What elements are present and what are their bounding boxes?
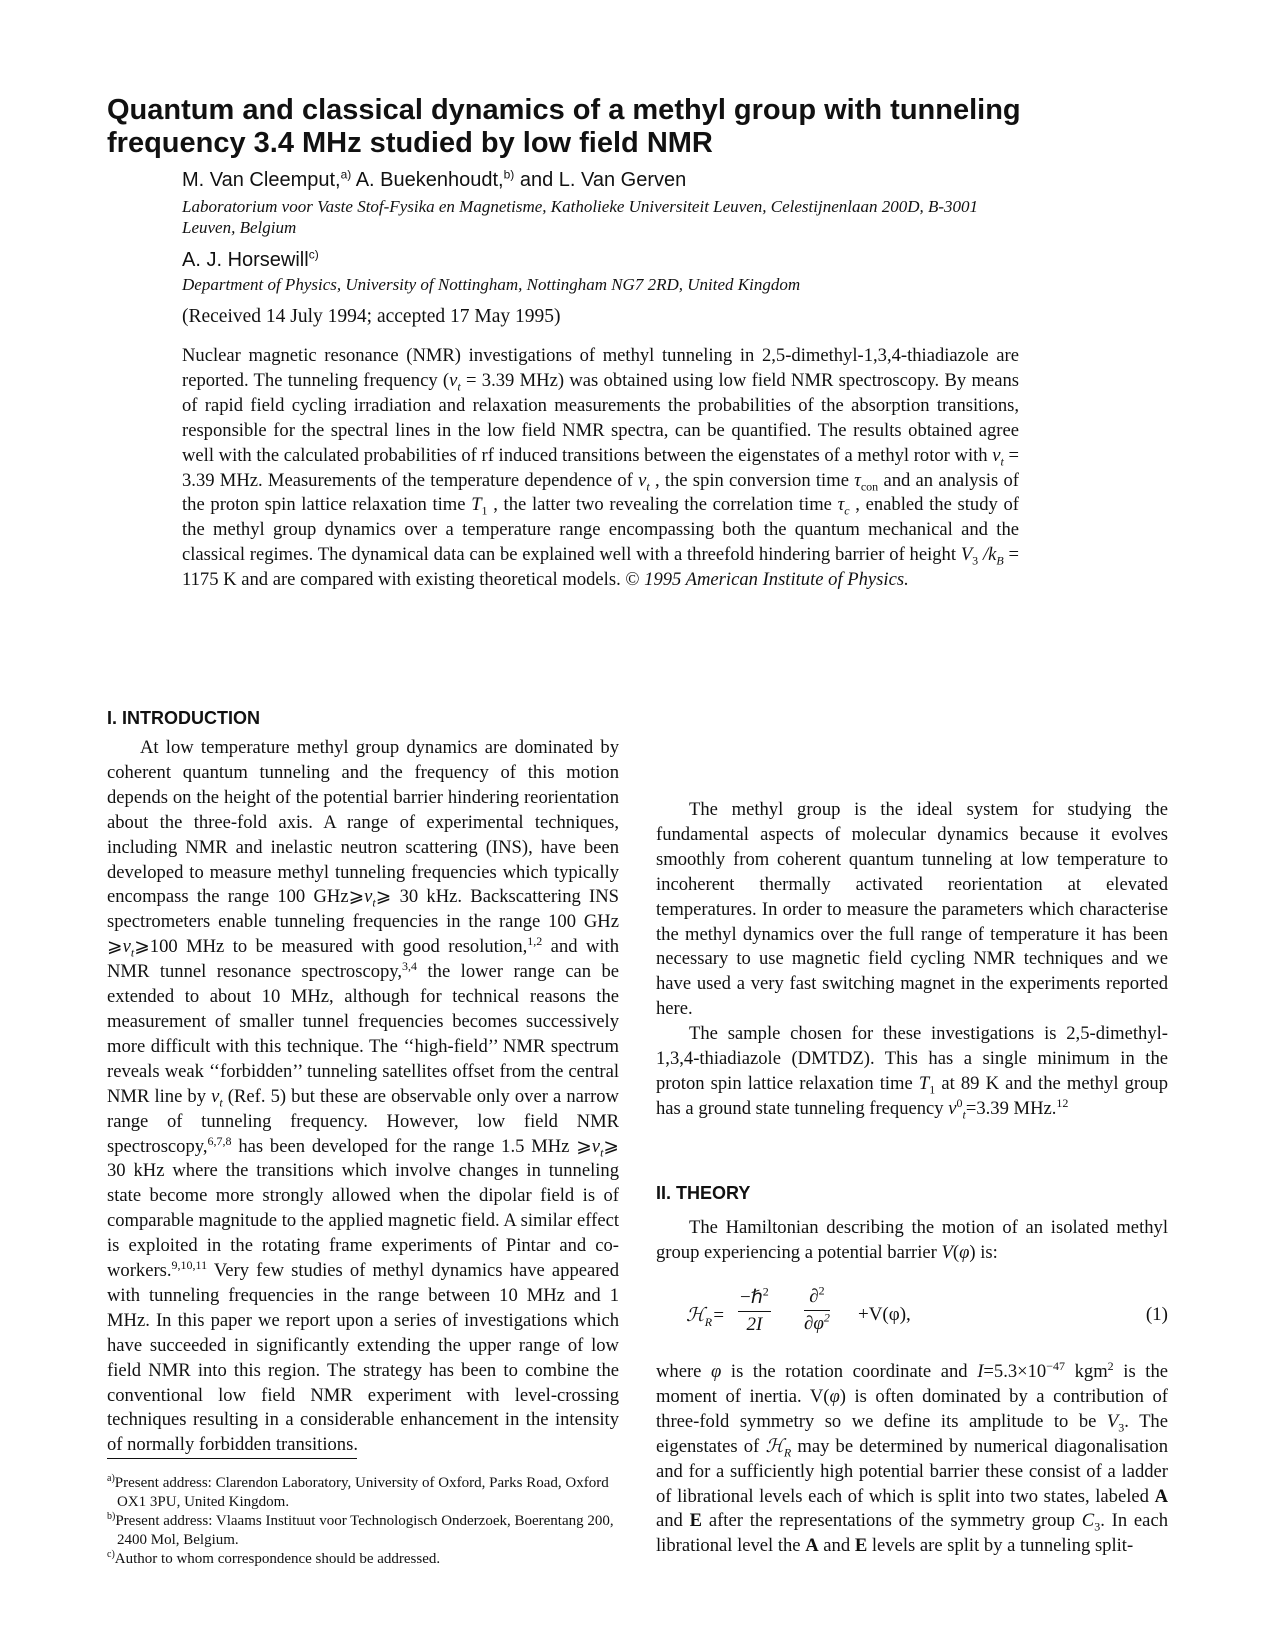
minus-hbar: −ℏ [740,1287,763,1308]
subscript-3: 3 [1118,1420,1125,1435]
paragraph-text: after the representations of the symmetry group [702,1510,1082,1532]
theory-intro-block [656,1216,1168,1266]
superscript-2: 2 [823,1310,830,1325]
section-heading-theory: II. THEORY [656,1183,751,1203]
affiliation-nottingham: Department of Physics, University of Nottingham, Nottingham NG7 2RD, United Kingdom [182,275,801,294]
subscript-con: con [860,479,879,494]
affiliation-leuven: Laboratorium voor Vaste Stof-Fysika en Magnetisme, Katholieke Universiteit Leuven, Celestijnenlaan 200D, B-3001 Leuven, Belgium [182,197,979,237]
nu-symbol: ν [638,469,647,491]
abstract-text: and an analysis of the proton spin lattice relaxation time [182,469,1019,516]
paragraph-text: . In each librational level the [656,1510,1168,1557]
paragraph-text: has been developed for the range 1.5 MHz ⩾ [231,1135,592,1157]
subscript-r: R [783,1445,792,1460]
abstract-text: Nuclear magnetic resonance (NMR) investigations of methyl tunneling in 2,5-dimethyl-1,3,4-thiadiazole are reported. The tunneling frequency ( [182,345,1019,391]
footnotes [107,1474,619,1569]
exponent: −47 [1046,1358,1065,1373]
paper-title: Quantum and classical dynamics of a methyl group with tunneling frequency 3.4 MHz studied by low field NMR [107,94,1021,159]
footnote-mark-c: c) [308,247,319,262]
paragraph-text: Very few studies of methyl dynamics have appeared with tunneling frequencies in the range between 10 MHz and 1 MHz. In this paper we report upon a series of investigations which have succeeded in significantly extending the upper range of low field NMR into this region. The strategy has been to combine the conventional low field NMR experiment with level-crossing techniques resulting in a considerable enhancement in the intensity of normally forbidden transitions. [107,1260,619,1456]
left-column [107,736,619,1458]
subscript-t: t [130,945,135,960]
footnote-c [107,1550,619,1569]
paragraph-text: and [818,1535,855,1557]
subscript-1: 1 [929,1082,936,1097]
theory-body-block [656,1360,1168,1559]
phi-symbol: φ [959,1241,970,1263]
paragraph-text: is the moment of inertia. V( [656,1361,1168,1407]
two-i: 2I [746,1314,763,1335]
footnote-text: Author to whom correspondence should be addressed. [114,1551,441,1567]
citation-ref: 9,10,11 [171,1257,208,1272]
superscript-2: 2 [818,1283,825,1298]
equals-sign: = [712,1305,725,1326]
paragraph-text: ) is: [969,1241,998,1263]
subscript-t: t [962,1107,966,1122]
intro-paragraph-3 [656,1022,1168,1122]
abstract-text: , the spin conversion time [649,469,855,491]
footnote-divider [107,1458,357,1459]
paragraph-text: where [656,1361,712,1382]
paragraph-text: =5.3×10 [983,1361,1047,1382]
footnote-mark-b: b) [503,167,515,182]
author-line-1 [182,168,686,192]
subscript-r: R [704,1314,713,1329]
phi-symbol: φ [829,1385,840,1407]
abstract-text: = 1175 K and are compared with existing theoretical models. © [182,544,1019,591]
nu-symbol: ν [992,444,1001,466]
citation-ref: 3,4 [402,958,418,973]
author-van-gerven: and L. Van Gerven [514,169,687,191]
footnote-mark: a) [107,1473,115,1484]
subscript-t: t [646,479,650,494]
nu-symbol: ν [449,369,458,391]
citation-ref: 6,7,8 [207,1133,232,1148]
nu-symbol: ν [948,1097,957,1119]
paragraph-text: The Hamiltonian describing the motion of an isolated methyl group experiencing a potential barrier [656,1217,1168,1263]
paragraph-text: ) is often dominated by a contribution of three-fold symmetry so we define its amplitude to be [656,1385,1168,1432]
k-symbol: /k [978,544,997,566]
hamiltonian-symbol: ℋ [686,1305,705,1326]
equation-number: (1) [1145,1304,1168,1325]
copyright-notice: 1995 American Institute of Physics. [644,569,909,591]
paragraph-text: ⩾ 30 kHz where the transitions which involve changes in tunneling state become more strongly allowed when the dipolar field is of comparable magnitude to the applied magnetic field. A similar effect is exploited in the rotating frame experiments of Pintar and co-workers. [107,1135,619,1282]
tau-symbol: τ [854,469,861,491]
hamiltonian-lhs [686,1304,725,1327]
paragraph-text: At low temperature methyl group dynamics are dominated by coherent quantum tunneling and the frequency of this motion depends on the height of the potential barrier hindering reorientation about the three-fold axis. A range of experimental techniques, including NMR and inelastic neutron scattering (INS), have been developed to measure methyl tunneling frequencies which typically encompass the range 100 GHz⩾ [107,737,619,908]
paragraph-text: kgm [1065,1361,1108,1382]
subscript-1: 1 [481,504,488,519]
label-e: E [689,1510,703,1532]
paragraph-text: ⩾ 30 kHz. Backscattering INS spectrometers enable tunneling frequencies in the range 100 GHz ⩾ [107,886,619,958]
partial-phi: ∂φ [804,1313,824,1334]
footnote-text: Present address: Clarendon Laboratory, University of Oxford, Parks Road, Oxford OX1 3PU, United Kingdom. [114,1475,609,1510]
paragraph-text: ( [952,1241,960,1263]
tau-symbol: τ [837,494,845,516]
superscript-0: 0 [956,1095,963,1110]
subscript-t: t [372,896,376,911]
abstract-text: = 3.39 MHz) was obtained using low field NMR spectroscopy. By means of rapid field cycling irradiation and relaxation measurements the probabilities of the absorption transitions, responsible for the spectral lines in the low field NMR spectra, can be quantified. The results obtained agree well with the calculated probabilities of rf induced transitions between the eigenstates of a methyl rotor with [182,369,1019,466]
label-a: A [805,1535,819,1557]
nu-symbol: ν [211,1085,220,1107]
nu-symbol: ν [122,936,131,958]
paragraph-text: the lower range can be extended to about 10 MHz, although for technical reasons the measurement of smaller tunnel frequencies becomes successively more difficult with this technique. The ‘‘high-field’’ NMR spectrum reveals weak ‘‘forbidden’’ tunneling satellites offset from the central NMR line by [107,961,619,1107]
theory-paragraph-1 [656,1216,1168,1266]
partial-symbol: ∂ [809,1286,819,1307]
footnote-mark: c) [107,1549,115,1560]
author-line-2 [182,248,319,272]
citation-ref: 1,2 [527,934,543,949]
superscript-2: 2 [762,1284,769,1299]
subscript-t: t [1000,454,1004,469]
paragraph-text: =3.39 MHz. [965,1097,1057,1119]
paragraph-text: . The eigenstates of [656,1410,1168,1457]
paragraph-text: and with NMR tunnel resonance spectroscopy, [107,936,619,983]
citation-ref: 12 [1056,1095,1069,1110]
theory-paragraph-2 [656,1360,1168,1559]
author-horsewill: A. J. Horsewill [182,249,309,271]
abstract-text: , enabled the study of the methyl group dynamics over a temperature range encompassing both the quantum mechanical and the classical regimes. The dynamical data can be explained well with a threefold hindering barrier of height [182,494,1019,566]
received-dates: (Received 14 July 1994; accepted 17 May 1995) [182,306,561,327]
right-column [656,798,1168,1122]
author-van-cleemput: M. Van Cleemput, [182,169,341,191]
v-symbol: V [941,1241,953,1263]
footnote-text: Present address: Vlaams Instituut voor Technologisch Onderzoek, Boerentang 200, 2400 Mol, Belgium. [115,1513,614,1548]
v-symbol: V [1106,1410,1119,1432]
t-symbol: T [471,494,482,516]
paragraph-text: is the rotation coordinate and [721,1361,978,1382]
i-symbol: I [977,1361,984,1382]
paragraph-text: (Ref. 5) but these are observable only over a narrow range of tunneling frequency. However, low field NMR spectroscopy, [107,1085,619,1157]
footnote-a [107,1474,619,1512]
subscript-t: t [457,379,461,394]
t-symbol: T [918,1072,930,1094]
abstract-text: = 3.39 MHz. Measurements of the temperature dependence of [182,444,1020,491]
subscript-3: 3 [1094,1520,1101,1535]
paragraph-text: ⩾100 MHz to be measured with good resolution, [134,936,528,958]
nu-symbol: ν [364,886,373,908]
abstract [182,344,1019,593]
paragraph-text: at 89 K and the methyl group has a ground state tunneling frequency [656,1072,1169,1119]
v-symbol: V [960,544,973,566]
intro-paragraph-2: The methyl group is the ideal system for studying the fundamental aspects of molecular dynamics because it evolves smoothly from coherent quantum tunneling at low temperature to incoherent thermally activated reorientation at elevated temperatures. In order to measure the parameters which characterise the methyl dynamics over the full range of temperature it has been necessary to use magnetic field cycling NMR techniques and we have used a very fast switching magnet in the experiments reported here. [656,799,1168,1020]
subscript-c: c [844,504,850,519]
label-e: E [854,1535,868,1557]
paragraph-text: levels are split by a tunneling split- [867,1535,1134,1557]
equation-1 [656,1283,1168,1346]
paragraph-text: The sample chosen for these investigations is 2,5-dimethyl-1,3,4-thiadiazole (DMTDZ). This has a single minimum in the proton spin lattice relaxation time [656,1023,1168,1094]
nu-symbol: ν [591,1135,601,1157]
potential-term: +V(φ), [858,1304,911,1325]
subscript-3: 3 [972,553,979,568]
superscript-2: 2 [1107,1358,1114,1373]
fraction-hbar [738,1286,771,1336]
label-a: A [1154,1485,1168,1507]
abstract-text: , the latter two revealing the correlation time [487,494,838,516]
paragraph-text: may be determined by numerical diagonalisation and for a sufficiently high potential barrier these consist of a ladder of librational levels each of which is split into two states, labeled [656,1435,1168,1507]
subscript-t: t [600,1145,604,1160]
subscript-b: B [996,553,1004,568]
footnote-mark: b) [107,1511,116,1522]
footnote-mark-a: a) [340,167,352,182]
section-heading-introduction: I. INTRODUCTION [107,708,260,728]
subscript-t: t [219,1095,223,1110]
author-buekenhoudt: A. Buekenhoudt, [351,169,504,191]
phi-symbol: φ [711,1361,722,1382]
footnote-b [107,1512,619,1550]
intro-paragraph-1 [107,736,619,1458]
fraction-derivative [804,1283,830,1335]
paragraph-text: and [656,1510,690,1532]
hamiltonian-symbol: ℋ [765,1435,784,1457]
c-symbol: C [1081,1510,1095,1532]
